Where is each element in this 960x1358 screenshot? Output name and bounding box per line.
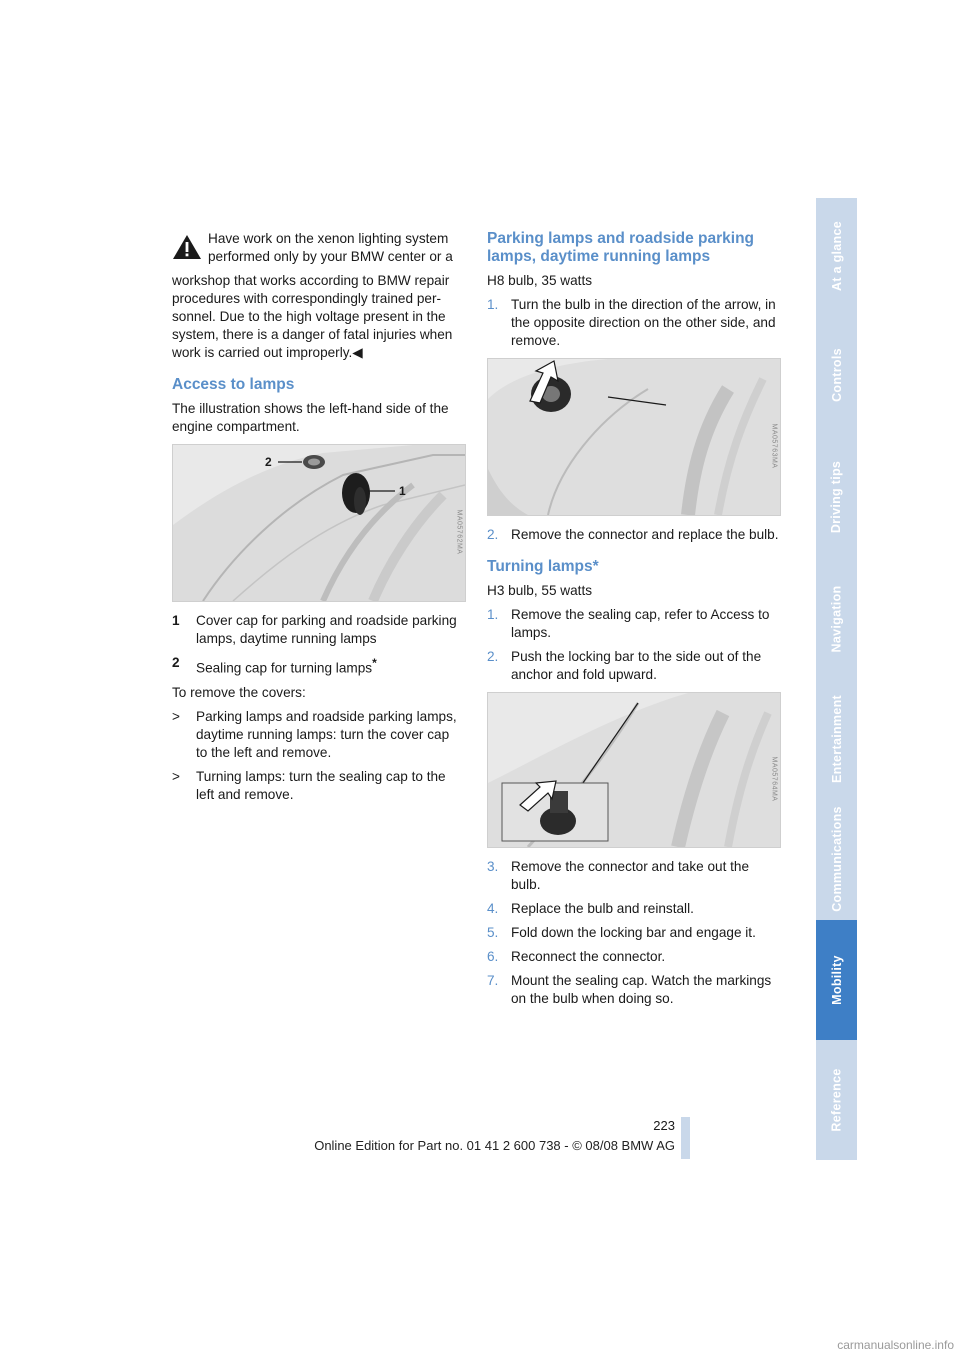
tab-entertainment[interactable]: Entertainment xyxy=(816,680,857,800)
page-number: 223 xyxy=(653,1118,675,1133)
turning-lamp-figure xyxy=(487,692,781,848)
step-item: 2. Push the locking bar to the side out of the anchor and fold upward. xyxy=(487,649,762,682)
engine-compartment-illustration xyxy=(173,445,465,601)
step-item: 6. Reconnect the connector. xyxy=(487,949,666,964)
warning-text-first: Have work on the xenon lighting system performed only by your BMW center or a xyxy=(208,231,453,264)
parking-lamp-figure xyxy=(487,358,781,516)
figure-code: MA05762MA xyxy=(455,509,463,555)
heading-turning-lamps: Turning lamps* xyxy=(487,558,599,575)
access-intro: The illustration shows the left-hand side of the engine compartment. xyxy=(172,401,449,434)
step-item: 3. Remove the connector and take out the bulb. xyxy=(487,859,750,892)
bullet-item: > Turning lamps: turn the sealing cap to the left and remove. xyxy=(172,768,446,802)
callout-2: 2 xyxy=(265,455,272,469)
tab-navigation[interactable]: Navigation xyxy=(816,558,857,682)
turning-lamp-illustration xyxy=(488,693,780,847)
tab-at-a-glance[interactable]: At a glance xyxy=(816,198,857,316)
bullet-item: > Parking lamps and roadside parking lamps, daytime running lamps: turn the cover cap to the left and remove. xyxy=(172,708,457,760)
end-mark: ◀ xyxy=(352,345,363,360)
option-star: * xyxy=(372,656,377,670)
legend-item: 2 Sealing cap for turning lamps* xyxy=(172,655,377,676)
edition-text: Online Edition for Part no. 01 41 2 600 738 - © 08/08 BMW AG xyxy=(314,1138,675,1153)
watermark: carmanualsonline.info xyxy=(837,1338,954,1352)
warning-triangle-icon xyxy=(172,234,202,260)
parking-lamp-illustration xyxy=(488,359,780,515)
heading-access-to-lamps: Access to lamps xyxy=(172,376,295,393)
footer-bar xyxy=(681,1117,690,1159)
figure-code: MA05763MA xyxy=(770,423,778,469)
tab-reference[interactable]: Reference xyxy=(816,1040,857,1162)
step-item: 1. Turn the bulb in the direction of the arrow, in the opposite direction on the other side, and remove. xyxy=(487,297,776,348)
tab-driving-tips[interactable]: Driving tips xyxy=(816,436,857,560)
turning-bulb: H3 bulb, 55 watts xyxy=(487,583,593,598)
callout-1: 1 xyxy=(399,484,406,498)
engine-compartment-figure xyxy=(172,444,466,602)
left-column xyxy=(172,230,464,810)
warning-text-rest: workshop that works according to BMW repair procedures with correspondingly trained per-sonnel. Due to the high voltage present in the system, there is a danger of fatal injuries when work is carried out improperly.◀ xyxy=(172,273,453,360)
heading-parking-lamps: Parking lamps and roadside parking lamps, daytime running lamps xyxy=(487,230,755,265)
tab-mobility[interactable]: Mobility xyxy=(816,920,857,1042)
step-item: 1. Remove the sealing cap, refer to Access to lamps. xyxy=(487,607,770,640)
step-item: 5. Fold down the locking bar and engage it. xyxy=(487,925,756,940)
remove-intro: To remove the covers: xyxy=(172,684,306,700)
step-item: 7. Mount the sealing cap. Watch the markings on the bulb when doing so. xyxy=(487,973,772,1006)
parking-bulb: H8 bulb, 35 watts xyxy=(487,273,593,288)
figure-code: MA05764MA xyxy=(770,756,778,802)
step-item: 4. Replace the bulb and reinstall. xyxy=(487,901,694,916)
tab-communications[interactable]: Communications xyxy=(816,798,857,922)
step-item: 2. Remove the connector and replace the bulb. xyxy=(487,527,779,542)
tab-controls[interactable]: Controls xyxy=(816,314,857,438)
legend-item: 1 Cover cap for parking and roadside parking lamps, daytime running lamps xyxy=(172,613,457,646)
warning-block xyxy=(172,230,464,362)
chapter-tabs xyxy=(816,198,857,1160)
right-column xyxy=(487,230,780,1014)
